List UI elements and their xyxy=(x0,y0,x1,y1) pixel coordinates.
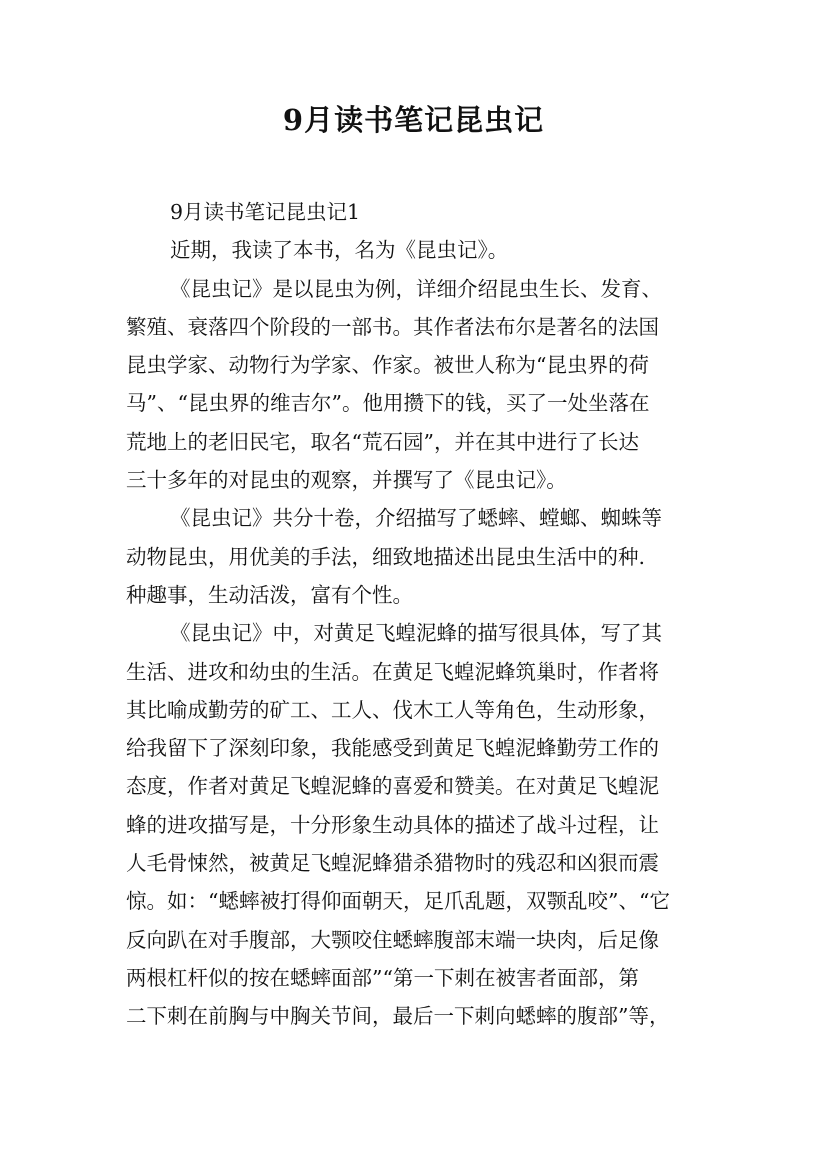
paragraph-line: 《昆虫记》是以昆虫为例，详细介绍昆虫生长、发育、 xyxy=(170,276,662,301)
document-title: 9月读书笔记昆虫记 xyxy=(282,103,545,137)
document-body xyxy=(126,193,716,1036)
paragraph-line: 近期，我读了本书，名为《昆虫记》。 xyxy=(170,238,509,263)
paragraph-line: 给我留下了深刻印象，我能感受到黄足飞蝗泥蜂勤劳工作的 xyxy=(126,736,659,761)
paragraph-line: 荒地上的老旧民宅，取名“荒石园”，并在其中进行了长达 xyxy=(126,429,639,454)
paragraph-line: 蜂的进攻描写是，十分形象生动具体的描述了战斗过程，让 xyxy=(126,812,659,837)
paragraph-line: 《昆虫记》共分十卷，介绍描写了蟋蟀、螳螂、蜘蛛等 xyxy=(170,506,662,531)
paragraph-line: 动物昆虫，用优美的手法，细致地描述出昆虫生活中的种. xyxy=(126,544,646,569)
paragraph-line: 马”、“昆虫界的维吉尔”。他用攒下的钱，买了一处坐落在 xyxy=(126,391,650,416)
paragraph-line: 惊。如：“蟋蟀被打得仰面朝天，足爪乱题，双颚乱咬”、“它 xyxy=(126,889,670,914)
paragraph-line: 昆虫学家、动物行为学家、作家。被世人称为“昆虫界的荷 xyxy=(126,353,649,378)
paragraph-line: 《昆虫记》中，对黄足飞蝗泥蜂的描写很具体，写了其 xyxy=(170,621,662,646)
paragraph-line: 人毛骨悚然，被黄足飞蝗泥蜂猎杀猎物时的残忍和凶狠而震 xyxy=(126,851,659,876)
paragraph-line: 其比喻成勤劳的矿工、工人、伐木工人等角色，生动形象， xyxy=(126,697,659,722)
section-heading: 9月读书笔记昆虫记1 xyxy=(170,200,361,224)
paragraph-line: 反向趴在对手腹部，大颚咬住蟋蟀腹部末端一块肉，后足像 xyxy=(126,927,659,952)
paragraph-line: 繁殖、衰落四个阶段的一部书。其作者法布尔是著名的法国 xyxy=(126,314,659,339)
paragraph-line: 种趣事，生动活泼，富有个性。 xyxy=(126,582,413,607)
paragraph-line: 生活、进攻和幼虫的生活。在黄足飞蝗泥蜂筑巢时，作者将 xyxy=(126,659,659,684)
paragraph-line: 三十多年的对昆虫的观察，并撰写了《昆虫记》。 xyxy=(126,468,567,493)
paragraph-line: 态度，作者对黄足飞蝗泥蜂的喜爱和赞美。在对黄足飞蝗泥 xyxy=(126,774,659,799)
paragraph-line: 两根杠杆似的按在蟋蟀面部”“第一下刺在被害者面部，第 xyxy=(126,965,639,990)
paragraph-line: 二下刺在前胸与中胸关节间，最后一下刺向蟋蟀的腹部”等， xyxy=(126,1004,670,1029)
